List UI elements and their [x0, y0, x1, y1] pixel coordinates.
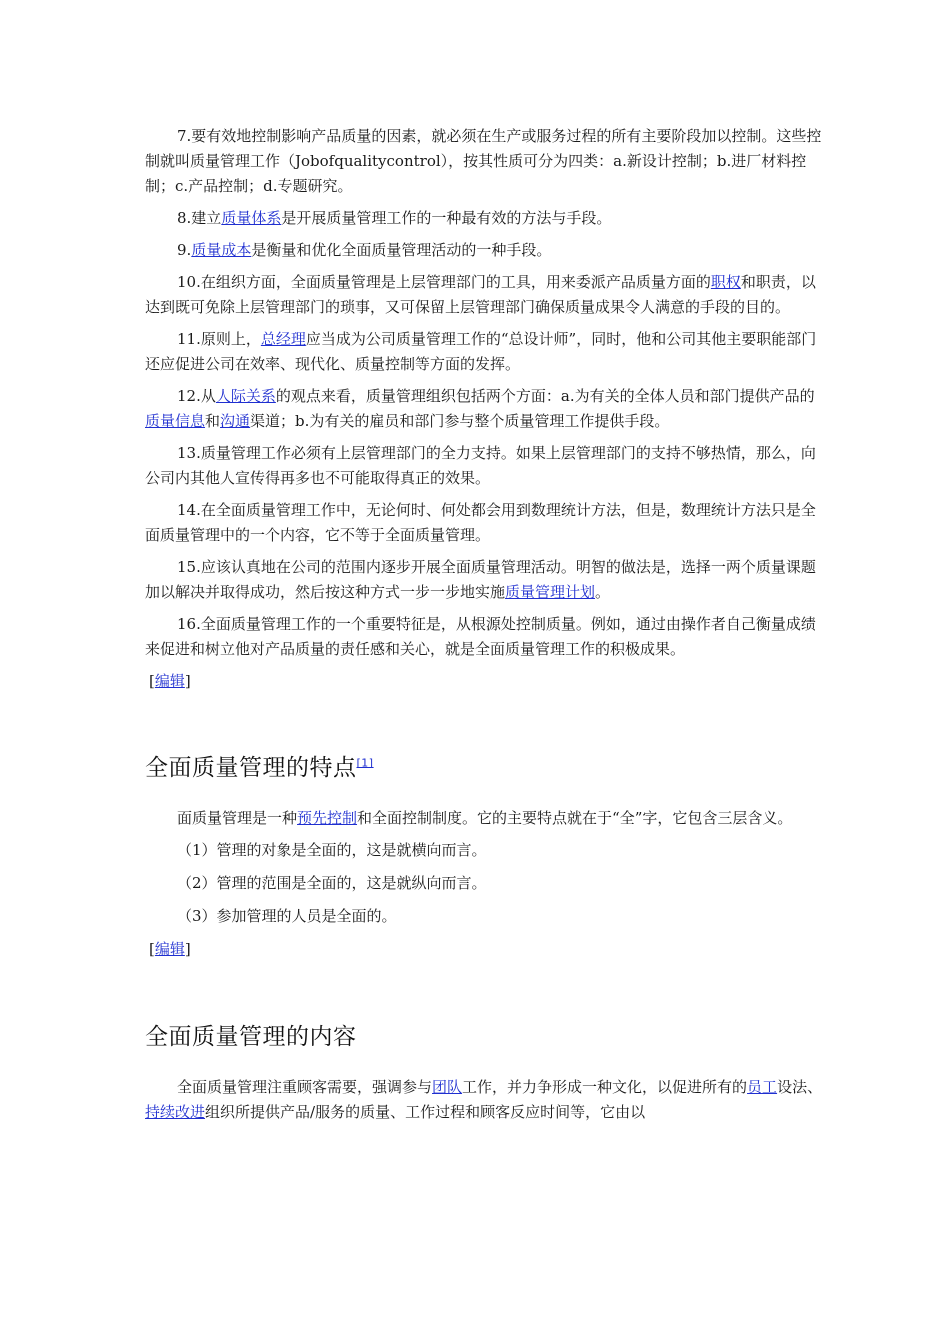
link-communication[interactable]: 沟通	[220, 412, 251, 430]
paragraph-9	[145, 238, 825, 263]
list-item: （3）参加管理的人员是全面的。	[177, 907, 397, 925]
link-team[interactable]: 团队	[432, 1078, 463, 1096]
text: 应当成为公司质量管理工作的“总设计师”，同时，他和公司其他主要职能部门还应促进公司在效率、现代化、质量控制等方面的发挥。	[145, 330, 817, 373]
text: 工作，并力争形成一种文化，以促进所有的	[462, 1078, 748, 1096]
text: 10.在组织方面，全面质量管理是上层管理部门的工具，用来委派产品质量方面的	[177, 273, 711, 291]
link-quality-system[interactable]: 质量体系	[221, 209, 282, 227]
heading-text: 全面质量管理的特点	[145, 755, 357, 781]
text: 组织所提供产品/服务的质量、工作过程和顾客反应时间等，它由以	[205, 1103, 646, 1121]
paragraph-11	[145, 327, 825, 377]
bracket: ]	[184, 940, 191, 958]
text: 的观点来看，质量管理组织包括两个方面：a.为有关的全体人员和部门提供产品的	[275, 387, 815, 405]
link-interpersonal-relations[interactable]: 人际关系	[215, 387, 276, 405]
text: 12.从	[177, 387, 216, 405]
edit-link[interactable]: 编辑	[154, 672, 185, 690]
link-employee[interactable]: 员工	[747, 1078, 778, 1096]
paragraph-14: 14.在全面质量管理工作中，无论何时、何处都会用到数理统计方法，但是，数理统计方法只是全面质量管理中的一个内容，它不等于全面质量管理。	[145, 501, 816, 544]
text: 。	[595, 583, 611, 601]
heading-content	[145, 1018, 825, 1051]
list-item: （1）管理的对象是全面的，这是就横向而言。	[177, 841, 487, 859]
heading-text: 全面质量管理的内容	[145, 1024, 357, 1050]
paragraph-12	[145, 384, 825, 434]
heading-features	[145, 749, 825, 782]
paragraph-13: 13.质量管理工作必须有上层管理部门的全力支持。如果上层管理部门的支持不够热情，那么，向公司内其他人宣传得再多也不可能取得真正的效果。	[145, 444, 816, 487]
text: 是开展质量管理工作的一种最有效的方法与手段。	[281, 209, 612, 227]
link-quality-plan[interactable]: 质量管理计划	[505, 583, 596, 601]
document-body	[145, 124, 825, 1132]
text: 是衡量和优化全面质量管理活动的一种手段。	[251, 241, 552, 259]
text: 和	[205, 412, 221, 430]
features-intro	[145, 806, 825, 831]
link-authority[interactable]: 职权	[710, 273, 741, 291]
text: 设法、	[777, 1078, 823, 1096]
text: 渠道；b.为有关的雇员和部门参与整个质量管理工作提供手段。	[250, 412, 670, 430]
paragraph-16: 16.全面质量管理工作的一个重要特征是，从根源处控制质量。例如，通过由操作者自己衡量成绩来促进和树立他对产品质量的责任感和关心，就是全面质量管理工作的积极成果。	[145, 615, 816, 658]
list-item: （2）管理的范围是全面的，这是就纵向而言。	[177, 874, 487, 892]
link-continuous-improvement[interactable]: 持续改进	[145, 1103, 206, 1121]
reference-link[interactable]: [1]	[356, 756, 374, 770]
link-preventive-control[interactable]: 预先控制	[297, 809, 358, 827]
text: 11.原则上，	[177, 330, 261, 348]
text: 9.	[177, 241, 192, 259]
link-quality-cost[interactable]: 质量成本	[191, 241, 252, 259]
link-general-manager[interactable]: 总经理	[260, 330, 306, 348]
text: 全面质量管理注重顾客需要，强调参与	[177, 1078, 433, 1096]
edit-section-1	[149, 669, 825, 694]
text: 15.应该认真地在公司的范围内逐步开展全面质量管理活动。明智的做法是，选择一两个质量课题加以解决并取得成功，然后按这种方式一步一步地实施	[145, 558, 816, 601]
paragraph-7: 7.要有效地控制影响产品质量的因素，就必须在生产或服务过程的所有主要阶段加以控制。这些控制就叫质量管理工作（Jobofqualitycontrol），按其性质可分为四类：a.新设计控制；b.进厂材料控制；c.产品控制；d.专题研究。	[145, 127, 822, 195]
text: 8.建立	[177, 209, 222, 227]
edit-section-2	[149, 937, 825, 962]
content-intro	[145, 1075, 825, 1125]
paragraph-10	[145, 270, 825, 320]
text: 面质量管理是一种	[177, 809, 298, 827]
edit-link[interactable]: 编辑	[154, 940, 185, 958]
bracket: [	[149, 940, 155, 958]
paragraph-8	[145, 206, 825, 231]
paragraph-15	[145, 555, 825, 605]
link-quality-information[interactable]: 质量信息	[145, 412, 206, 430]
text: 和职责，以达到既可免除上层管理部门的琐事，又可保留上层管理部门确保质量成果令人满意的手段的目的。	[145, 273, 816, 316]
bracket: [	[149, 672, 155, 690]
bracket: ]	[184, 672, 191, 690]
text: 和全面控制制度。它的主要特点就在于“全”字，它包含三层含义。	[357, 809, 793, 827]
